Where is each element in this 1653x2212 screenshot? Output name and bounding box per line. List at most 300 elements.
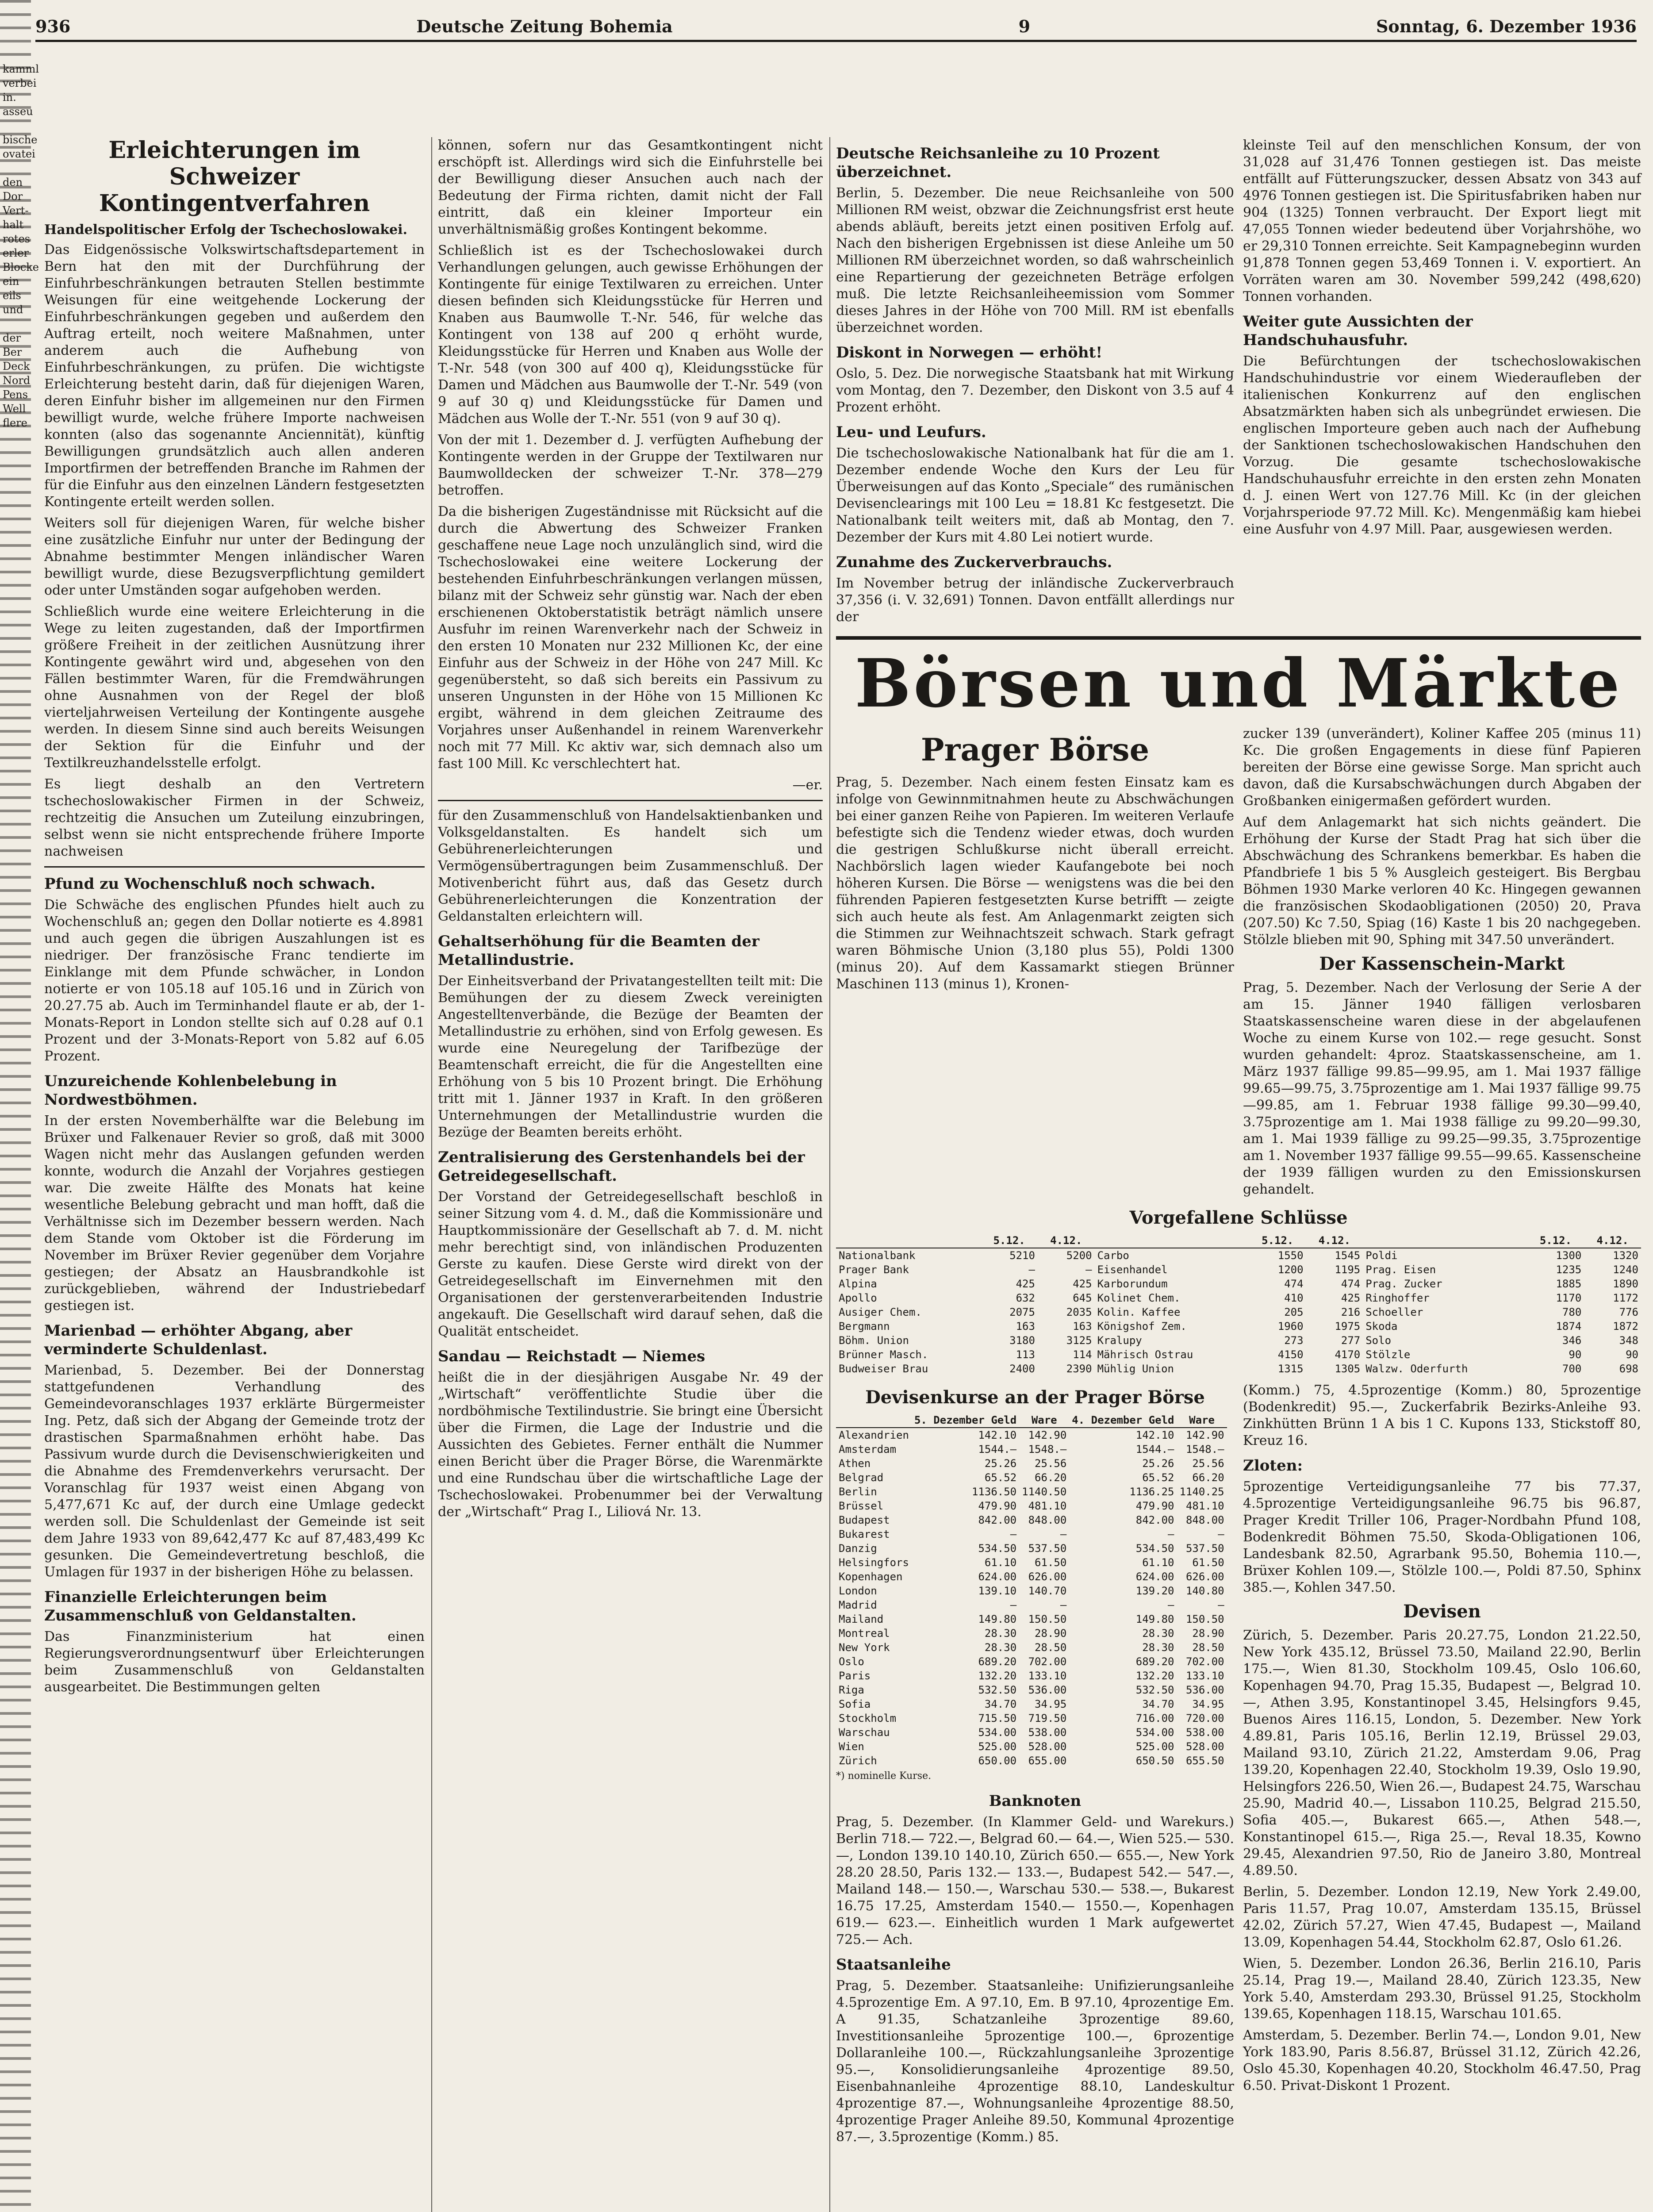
table-cell: 532.50 bbox=[1135, 1684, 1174, 1696]
table-cell: 425 bbox=[1073, 1278, 1092, 1290]
news-text: Der Einheitsverband der Privatangestellten teilt mit: Die Bemühungen der zu diesem Zweck vereinigten Angestelltenverbände, die Bezüge der Beamten der Metallindustrie zu erhöhen, sind von Erfolg gewesen. Es wurde eine Neuregelung der Tarifbezüge der Beamtenschaft erreicht, die für die Angestellten eine Erhöhung von 5 bis 10 Prozent bringt. Die Erhöhung tritt mit 1. Jänner 1937 in Kraft. In den größeren Unternehmungen der Metallindustrie wurden die Bezüge der Beamten bereits erhöht. bbox=[438, 973, 823, 1140]
table-cell: 425 bbox=[1341, 1292, 1361, 1304]
table-cell: 113 bbox=[1016, 1348, 1035, 1361]
table-cell: 133.10 bbox=[1028, 1670, 1067, 1682]
table-cell: Karborundum bbox=[1097, 1278, 1168, 1290]
table-cell: 3125 bbox=[1066, 1334, 1092, 1347]
table-header: 5.12. bbox=[1249, 1233, 1306, 1248]
table-cell: 624.00 bbox=[978, 1571, 1017, 1583]
kassenschein-text: Prag, 5. Dezember. Nach der Verlosung der Serie A der am 15. Jänner 1940 fälligen verlosbaren Staatskassenscheine waren diese in der abgelaufenen Woche zu einem Kurse von 102.— rege gesucht. Sonst wurden gehandelt: 4proz. Staatskassenscheine, am 1. März 1937 fällige 99.85—99.95, am 1. Mai 1937 fällige 99.65—99.75, 3.75prozentige am 1. Mai 1937 fällige 99.75—99.85, am 1. Februar 1938 fällige 99.30—99.40, 3.75prozentige am 1. Mai 1938 fällige zu 99.20—99.30, am 1. Mai 1939 fällige zu 99.25—99.35, 3.75prozentige am 1. November 1937 fällige 99.55—99.65. Kassenscheine der 1939 fälligen wurden zu den Emissionskursen gehandelt. bbox=[1243, 980, 1641, 1197]
table-row bbox=[836, 1584, 1227, 1598]
table-row bbox=[836, 1333, 1641, 1348]
table-cell: 626.00 bbox=[1028, 1571, 1067, 1583]
table-cell: 34.70 bbox=[1142, 1698, 1174, 1710]
table-cell: 624.00 bbox=[1135, 1571, 1174, 1583]
table-row bbox=[836, 1348, 1641, 1362]
table-cell: Kralupy bbox=[1097, 1334, 1142, 1347]
table-cell: — bbox=[1085, 1263, 1092, 1276]
table-cell: 534.00 bbox=[1135, 1726, 1174, 1739]
table-cell: 61.50 bbox=[1035, 1556, 1067, 1569]
table-row bbox=[836, 1291, 1641, 1305]
news-text: Oslo, 5. Dez. Die norwegische Staatsbank hat mit Wirkung vom Montag, den 7. Dezember, den Diskont von 3.5 auf 4 Prozent erhöht. bbox=[836, 366, 1234, 415]
margin-fragment: in. bbox=[3, 91, 16, 104]
table-cell: 142.10 bbox=[1135, 1429, 1174, 1441]
devisen-right bbox=[1243, 1382, 1641, 2150]
news-text: Die tschechoslowakische Nationalbank hat für die am 1. Dezember endende Woche den Kurs der Leu für Überweisungen auf das Konto „Speciale“ des rumänischen Devisenclearings mit 100 Leu = 18.81 Kc festgesetzt. Die Nationalbank teilt weiters mit, daß ab Montag, den 7. Dezember der Kurs mit 4.80 Lei notiert wurde. bbox=[836, 445, 1234, 545]
banknoten-text: Prag, 5. Dezember. (In Klammer Geld- und Warekurs.) Berlin 718.— 722.—, Belgrad 60.— 64.—, Wien 525.— 530.—, London 139.10 140.10, Zürich 650.— 655.—, New York 28.20 28.50, Paris 132.— 133.—, Budapest 542.— 547.—, Mailand 148.— 150.—, Warschau 530.— 538.—, Bukarest 16.75 17.25, Amsterdam 1540.— 1550.—, Kopenhagen 619.— 623.—. Einheitlich wurden 1 Mark aufgewertet 725.— Ach. bbox=[836, 1814, 1234, 1947]
table-cell: Prager Bank bbox=[839, 1263, 909, 1276]
table-cell: 1885 bbox=[1556, 1278, 1582, 1290]
table-cell: Poldi bbox=[1365, 1249, 1398, 1262]
issue-date: Sonntag, 6. Dezember 1936 bbox=[1376, 16, 1637, 36]
table-cell: 650.50 bbox=[1135, 1755, 1174, 1767]
table-cell: 1315 bbox=[1277, 1363, 1304, 1375]
table-row bbox=[836, 1655, 1227, 1669]
table-cell: 716.00 bbox=[1135, 1712, 1174, 1724]
table-cell: Walzw. Oderfurth bbox=[1365, 1363, 1468, 1375]
table-cell: Königshof Zem. bbox=[1097, 1320, 1187, 1333]
table-cell: Bergmann bbox=[839, 1320, 890, 1333]
margin-fragment: eils bbox=[3, 289, 21, 302]
news-title: Weiter gute Aussichten der Handschuhausfuhr. bbox=[1243, 313, 1473, 349]
table-cell: Skoda bbox=[1365, 1320, 1398, 1333]
table-cell: 114 bbox=[1073, 1348, 1092, 1361]
table-cell: 481.10 bbox=[1185, 1500, 1224, 1512]
table-cell: 5200 bbox=[1066, 1249, 1092, 1262]
table-cell: Mährisch Ostrau bbox=[1097, 1348, 1193, 1361]
table-cell: — bbox=[1218, 1528, 1224, 1540]
news-text: In der ersten Novemberhälfte war die Belebung im Brüxer und Falkenauer Revier so groß, daß mit 3000 Wagen nicht mehr das Auslangen gefunden werden konnte, wodurch die Anzahl der Vorjahres gestiegen war. Die zweite Hälfte des Monats hat keine wesentliche Belebung gebracht und man hofft, daß die Verhältnisse sich im Dezember bessern werden. Nach dem Stande vom Oktober ist die Förderung im November im Brüxer Revier gegenüber dem Vorjahre gestiegen; der Absatz an Hausbrandkohle ist zurückgeblieben, während der Industriebedarf gestiegen ist. bbox=[44, 1113, 425, 1313]
table-cell: 537.50 bbox=[1185, 1542, 1224, 1555]
margin-fragment: ovatei bbox=[3, 148, 35, 160]
table-cell: — bbox=[1060, 1528, 1067, 1540]
table-header-row bbox=[836, 1233, 1641, 1248]
news-text: Die Befürchtungen der tschechoslowakischen Handschuhindustrie vor einem Wiederaufleben der italienischen Konkurrenz auf den englischen Absatzmärkten haben sich als unbegründet erwiesen. Die englischen Importeure geben auch nach der Aufhebung der Sanktionen tschechoslowakischen Handschuhen den Vorzug. Die gesamte tschechoslowakische Handschuhausfuhr erreichte in den ersten zehn Monaten d. J. einen Wert von 127.76 Mill. Kc (in der gleichen Vorjahrsperiode 97.72 Mill. Kc). Mengenmäßig kam hiebei eine Ausfuhr von 4.97 Mill. Paar, ausgewiesen werden. bbox=[1243, 353, 1641, 537]
table-cell: 4170 bbox=[1335, 1348, 1361, 1361]
news-title: Gehaltserhöhung für die Beamten der Metallindustrie. bbox=[438, 933, 759, 969]
table-cell: Ringhoffer bbox=[1365, 1292, 1430, 1304]
article-headline: Erleichterungen im Schweizer Kontingentverfahren bbox=[99, 137, 370, 217]
table-cell: Belgrad bbox=[839, 1471, 884, 1484]
table-cell: — bbox=[1168, 1528, 1174, 1540]
table-row bbox=[836, 1555, 1227, 1570]
table-cell: 2075 bbox=[1009, 1306, 1035, 1318]
article-paragraph: können, sofern nur das Gesamtkontingent nicht erschöpft ist. Allerdings wird sich die Einfuhrstelle bei der Bewilligung dieser Ansuchen auch nach der Bedeutung der Firma richten, damit nicht der Fall eintritt, daß ein kleiner Importeur ein unverhältnismäßig großes Kontingent bekomme. bbox=[438, 138, 823, 237]
table-cell: 346 bbox=[1562, 1334, 1582, 1347]
news-title: Leu- und Leufurs. bbox=[836, 423, 986, 441]
margin-fragments bbox=[3, 62, 39, 430]
table-cell: Eisenhandel bbox=[1097, 1263, 1168, 1276]
table-cell: Carbo bbox=[1097, 1249, 1129, 1262]
table-cell: 1200 bbox=[1277, 1263, 1304, 1276]
table-cell: 61.10 bbox=[984, 1556, 1017, 1569]
table-cell: 702.00 bbox=[1185, 1655, 1224, 1668]
table-cell: Kolin. Kaffee bbox=[1097, 1306, 1181, 1318]
margin-fragment: Ber bbox=[3, 346, 22, 358]
table-cell: Brünner Masch. bbox=[839, 1348, 928, 1361]
article-signature: —er. bbox=[792, 777, 823, 793]
table-cell: Mailand bbox=[839, 1613, 884, 1625]
table-cell: 5210 bbox=[1009, 1249, 1035, 1262]
table-cell: 719.50 bbox=[1028, 1712, 1067, 1724]
table-row bbox=[836, 1471, 1227, 1485]
table-row bbox=[836, 1598, 1227, 1612]
table-cell: 780 bbox=[1562, 1306, 1582, 1318]
table-cell: 28.30 bbox=[984, 1641, 1017, 1654]
table-cell: 34.70 bbox=[984, 1698, 1017, 1710]
table-row bbox=[836, 1277, 1641, 1291]
table-cell: 528.00 bbox=[1028, 1740, 1067, 1753]
schluesse-table bbox=[836, 1233, 1641, 1376]
news-text: Im November betrug der inländische Zuckerverbrauch 37,356 (i. V. 32,691) Tonnen. Davon entfällt allerdings nur der bbox=[836, 576, 1234, 625]
table-cell: Helsingfors bbox=[839, 1556, 909, 1569]
news-title: Unzureichende Kohlenbelebung in Nordwestböhmen. bbox=[44, 1072, 337, 1109]
margin-fragment bbox=[3, 119, 29, 133]
table-row bbox=[836, 1570, 1227, 1584]
table-cell: 25.26 bbox=[984, 1457, 1017, 1470]
table-header: 4.12. bbox=[1584, 1233, 1641, 1248]
table-header: 4.12. bbox=[1306, 1233, 1363, 1248]
news-title: Diskont in Norwegen — erhöht! bbox=[836, 344, 1103, 361]
table-cell: Apollo bbox=[839, 1292, 877, 1304]
table-cell: 425 bbox=[1016, 1278, 1035, 1290]
table-cell: — bbox=[1218, 1599, 1224, 1611]
margin-fragment: und bbox=[3, 303, 23, 316]
margin-fragment: rotes bbox=[3, 233, 31, 245]
table-cell: 205 bbox=[1284, 1306, 1304, 1318]
table-cell: Prag. Eisen bbox=[1365, 1263, 1436, 1276]
table-cell: 532.50 bbox=[978, 1684, 1017, 1696]
paper-name: Deutsche Zeitung Bohemia bbox=[416, 16, 673, 36]
table-cell: 700 bbox=[1562, 1363, 1582, 1375]
table-cell: 132.20 bbox=[1135, 1670, 1174, 1682]
table-cell: Bukarest bbox=[839, 1528, 890, 1540]
news-text: Berlin, 5. Dezember. London 12.19, New York 2.49.00, Paris 11.57, Prag 10.07, Amsterdam 135.15, Brüssel 42.02, Zürich 57.27, Wien 47.45, Budapest —, Mailand 13.09, Kopenhagen 54.44, Stockholm 62.87, Oslo 61.26. bbox=[1243, 1884, 1641, 1950]
margin-fragment: flere bbox=[3, 417, 27, 429]
boerse-text: Auf dem Anlagemarkt hat sich nichts geändert. Die Erhöhung der Kurse der Stadt Prag hat sich über die Abschwächung des Schrankens bemerkbar. Es haben die Pfandbriefe 1 bis 5 % Ausgleich gesteigert. Bis Bergbau Böhmen 1930 Marke verloren 40 Kc. Hingegen gewannen die französischen Skodaobligationen (2050) 20, Prava (207.50) Kc 7.50, Spiag (16) Kaste 1 bis 20 nachgegeben. Stölzle blieben mit 90, Sphing mit 347.50 unverändert. bbox=[1243, 814, 1641, 948]
margin-fragment bbox=[3, 161, 29, 175]
column-4-top bbox=[1243, 137, 1641, 630]
table-cell: 1890 bbox=[1613, 1278, 1638, 1290]
devisen-title: Devisenkurse an der Prager Börse bbox=[865, 1387, 1205, 1408]
boerse-title: Prager Börse bbox=[920, 731, 1150, 768]
table-cell: 34.95 bbox=[1035, 1698, 1067, 1710]
column-rule bbox=[431, 137, 432, 2212]
table-cell: 702.00 bbox=[1028, 1655, 1067, 1668]
section-divider bbox=[836, 636, 1641, 640]
table-header: 5. Dezember Geld bbox=[912, 1413, 1019, 1428]
margin-fragment: Pens bbox=[3, 388, 28, 401]
margin-fragment: Blocke bbox=[3, 261, 39, 273]
prager-boerse-left bbox=[836, 726, 1234, 1202]
table-cell: 150.50 bbox=[1185, 1613, 1224, 1625]
table-header bbox=[1363, 1233, 1527, 1248]
table-cell: 273 bbox=[1284, 1334, 1304, 1347]
margin-fragment: Nord bbox=[3, 374, 31, 387]
table-cell: 720.00 bbox=[1185, 1712, 1224, 1724]
table-row bbox=[836, 1513, 1227, 1527]
table-cell: 474 bbox=[1341, 1278, 1361, 1290]
table-cell: 410 bbox=[1284, 1292, 1304, 1304]
table-cell: 149.80 bbox=[1135, 1613, 1174, 1625]
margin-fragment: erler bbox=[3, 247, 29, 259]
table-cell: 133.10 bbox=[1185, 1670, 1224, 1682]
table-cell: 1172 bbox=[1613, 1292, 1638, 1304]
table-cell: 848.00 bbox=[1185, 1514, 1224, 1526]
banknoten-title: Banknoten bbox=[989, 1792, 1082, 1810]
column-rule bbox=[829, 137, 830, 2212]
table-cell: Madrid bbox=[839, 1599, 877, 1611]
table-cell: 139.10 bbox=[978, 1585, 1017, 1597]
news-title: Zloten: bbox=[1243, 1457, 1303, 1475]
table-cell: 655.00 bbox=[1028, 1755, 1067, 1767]
news-title: Pfund zu Wochenschluß noch schwach. bbox=[44, 875, 376, 893]
table-cell: 28.50 bbox=[1035, 1641, 1067, 1654]
table-cell: 474 bbox=[1284, 1278, 1304, 1290]
table-cell: 2035 bbox=[1066, 1306, 1092, 1318]
devisen-section-title: Devisen bbox=[1403, 1601, 1481, 1622]
margin-fragment: ein bbox=[3, 275, 19, 288]
news-text: Wien, 5. Dezember. London 26.36, Berlin 216.10, Paris 25.14, Prag 19.—, Mailand 28.40, Zürich 123.35, New York 5.40, Amsterdam 293.30, Brüssel 91.25, Stockholm 139.65, Kopenhagen 118.15, Warschau 101.65. bbox=[1243, 1956, 1641, 2022]
table-cell: 1235 bbox=[1556, 1263, 1582, 1276]
table-cell: 90 bbox=[1626, 1348, 1638, 1361]
news-text: Das Finanzministerium hat einen Regierungsverordnungsentwurf über Erleichterungen beim Zusammenschluß von Geldanstalten ausgearbeitet. Die Bestimmungen gelten bbox=[44, 1629, 425, 1695]
table-cell: 626.00 bbox=[1185, 1571, 1224, 1583]
table-cell: Wien bbox=[839, 1740, 864, 1753]
devisen-table bbox=[836, 1413, 1227, 1768]
margin-fragment: asseu bbox=[3, 105, 33, 118]
table-cell: Stockholm bbox=[839, 1712, 897, 1724]
table-cell: Nationalbank bbox=[839, 1249, 916, 1262]
page-number: 9 bbox=[1018, 16, 1031, 36]
table-cell: 277 bbox=[1341, 1334, 1361, 1347]
table-cell: 1170 bbox=[1556, 1292, 1582, 1304]
article-paragraph: Weiters soll für diejenigen Waren, für welche bisher eine zusätzliche Einfuhr nur unter der Bedingung der Abnahme bestimmter Mengen inländischer Waren bewilligt wurde, diese Bezugsverpflichtung gemildert oder unter Umständen sogar aufgehoben werden. bbox=[44, 515, 425, 598]
table-cell: Alpina bbox=[839, 1278, 877, 1290]
table-cell: Amsterdam bbox=[839, 1443, 897, 1455]
table-row bbox=[836, 1428, 1227, 1442]
column-2 bbox=[438, 137, 823, 2212]
news-text: 5prozentige Verteidigungsanleihe 77 bis 77.37, 4.5prozentige Verteidigungsanleihe 96.75 bis 96.87, Prager Kredit Triller 106, Prager-Nordbahn Pfund 108, Bodenkredit Böhmen 75.50, Skoda-Obligationen 106, Landesbank 82.50, Agrarbank 95.50, Bohemia 110.—, Brüxer Kohlen 109.—, Stölzle 100.—, Poldi 87.50, Sphinx 385.—, Kohlen 347.50. bbox=[1243, 1479, 1641, 1595]
table-cell: Warschau bbox=[839, 1726, 890, 1739]
table-cell: 481.10 bbox=[1028, 1500, 1067, 1512]
column-1 bbox=[44, 137, 425, 2212]
table-cell: — bbox=[1010, 1599, 1017, 1611]
table-cell: 536.00 bbox=[1028, 1684, 1067, 1696]
margin-fragment: bische bbox=[3, 134, 38, 146]
table-cell: 1548.— bbox=[1028, 1443, 1067, 1455]
margin-fragment: den bbox=[3, 176, 23, 188]
table-header bbox=[1095, 1233, 1249, 1248]
table-cell: 4150 bbox=[1277, 1348, 1304, 1361]
margin-fragment: verbei bbox=[3, 77, 37, 89]
kassenschein-title: Der Kassenschein-Markt bbox=[1319, 953, 1565, 974]
table-cell: 536.00 bbox=[1185, 1684, 1224, 1696]
table-cell: 139.20 bbox=[1135, 1585, 1174, 1597]
table-cell: 645 bbox=[1073, 1292, 1092, 1304]
table-cell: 2400 bbox=[1009, 1363, 1035, 1375]
margin-fragment: der bbox=[3, 332, 21, 344]
table-cell: 1140.25 bbox=[1179, 1486, 1224, 1498]
table-cell: Prag. Zucker bbox=[1365, 1278, 1442, 1290]
table-cell: 61.50 bbox=[1192, 1556, 1224, 1569]
table-cell: Mühlig Union bbox=[1097, 1363, 1174, 1375]
table-cell: 538.00 bbox=[1185, 1726, 1224, 1739]
table-cell: Danzig bbox=[839, 1542, 877, 1555]
table-cell: 1140.50 bbox=[1022, 1486, 1067, 1498]
table-cell: 655.50 bbox=[1185, 1755, 1224, 1767]
table-cell: Schoeller bbox=[1365, 1306, 1423, 1318]
table-cell: Alexandrien bbox=[839, 1429, 909, 1441]
table-cell: 525.00 bbox=[978, 1740, 1017, 1753]
table-cell: 163 bbox=[1073, 1320, 1092, 1333]
table-header: 5.12. bbox=[981, 1233, 1038, 1248]
boerse-text: zucker 139 (unverändert), Koliner Kaffee 205 (minus 11) Kc. Die großen Engagements in diese fünf Papieren bereiten der Börse eine gewisse Sorge. Man spricht auch davon, daß die Kursabschwächungen durch Abgaben der Großbanken einigermaßen gefördert wurden. bbox=[1243, 726, 1641, 809]
table-cell: 1874 bbox=[1556, 1320, 1582, 1333]
table-cell: 216 bbox=[1341, 1306, 1361, 1318]
prager-boerse-right bbox=[1243, 726, 1641, 1202]
table-cell: 132.20 bbox=[978, 1670, 1017, 1682]
table-cell: 689.20 bbox=[1135, 1655, 1174, 1668]
table-cell: 65.52 bbox=[1142, 1471, 1174, 1484]
table-cell: Riga bbox=[839, 1684, 864, 1696]
table-cell: 28.90 bbox=[1192, 1627, 1224, 1640]
schluesse-title: Vorgefallene Schlüsse bbox=[1129, 1207, 1348, 1228]
margin-fragment: Vert- bbox=[3, 204, 29, 217]
table-cell: Paris bbox=[839, 1670, 871, 1682]
table-cell: — bbox=[1010, 1528, 1017, 1540]
table-cell: London bbox=[839, 1585, 877, 1597]
margin-fragment bbox=[3, 317, 29, 331]
table-row bbox=[836, 1456, 1227, 1471]
table-cell: 534.00 bbox=[978, 1726, 1017, 1739]
table-cell: Böhm. Union bbox=[839, 1334, 909, 1347]
table-cell: 534.50 bbox=[978, 1542, 1017, 1555]
table-cell: 1240 bbox=[1613, 1263, 1638, 1276]
article-paragraph: Da die bisherigen Zugeständnisse mit Rücksicht auf die durch die Abwertung des Schweizer Franken geschaffene neue Lage noch unzulänglich sind, wird die Tschechoslowakei eine weitere Lockerung der bestehenden Einfuhrbeschränkungen verlangen müssen, bilanz mit der Schweiz sehr günstig war. Nach der eben erschienenen Oktoberstatistik beträgt nämlich unsere Ausfuhr im reinen Warenverkehr nach der Schweiz in den ersten 10 Monaten nur 232 Millionen Kc, der eine Einfuhr aus der Schweiz in der Höhe von 247 Mill. Kc gegenübersteht, so daß sich bereits ein Passivum zu unseren Ungunsten in der Höhe von 15 Millionen Kc ergibt, während in dem gleichen Zeitraume des Vorjahres unser Außenhandel in reinem Warenverkehr noch mit 77 Mill. Kc aktiv war, sich demnach also um fast 100 Mill. Kc verschlechtert hat. bbox=[438, 504, 823, 772]
table-row bbox=[836, 1263, 1641, 1277]
table-cell: Athen bbox=[839, 1457, 871, 1470]
table-cell: — bbox=[1168, 1599, 1174, 1611]
table-cell: 1136.25 bbox=[1129, 1486, 1174, 1498]
table-cell: 479.90 bbox=[978, 1500, 1017, 1512]
table-row bbox=[836, 1485, 1227, 1499]
divider bbox=[438, 800, 823, 801]
table-row bbox=[836, 1527, 1227, 1541]
news-title: Marienbad — erhöhter Abgang, aber verminderte Schuldenlast. bbox=[44, 1322, 353, 1358]
table-cell: 689.20 bbox=[978, 1655, 1017, 1668]
table-cell: 163 bbox=[1016, 1320, 1035, 1333]
table-row bbox=[836, 1248, 1641, 1263]
column-3-top bbox=[836, 137, 1234, 630]
table-cell: 1300 bbox=[1556, 1249, 1582, 1262]
table-cell: 842.00 bbox=[1135, 1514, 1174, 1526]
margin-fragment: Dor bbox=[3, 190, 23, 203]
table-cell: 25.26 bbox=[1142, 1457, 1174, 1470]
table-cell: 534.50 bbox=[1135, 1542, 1174, 1555]
table-cell: 848.00 bbox=[1028, 1514, 1067, 1526]
article-paragraph: Von der mit 1. Dezember d. J. verfügten Aufhebung der Kontingente werden in der Gruppe der Textilwaren nur Baumwolldecken der schweizer T.-Nr. 378—279 betroffen. bbox=[438, 432, 823, 498]
table-cell: New York bbox=[839, 1641, 890, 1654]
table-cell: 842.00 bbox=[978, 1514, 1017, 1526]
table-cell: 1195 bbox=[1335, 1263, 1361, 1276]
table-row bbox=[836, 1740, 1227, 1754]
table-cell: Sofia bbox=[839, 1698, 871, 1710]
table-cell: 66.20 bbox=[1035, 1471, 1067, 1484]
table-cell: 776 bbox=[1619, 1306, 1638, 1318]
news-text: Berlin, 5. Dezember. Die neue Reichsanleihe von 500 Millionen RM weist, obzwar die Zeichnungsfrist erst heute abends abläuft, bereits jetzt einen positiven Erfolg auf. Nach den bisherigen Ergebnissen ist diese Anleihe um 50 Millionen RM überzeichnet worden, so daß wahrscheinlich eine Repartierung der gezeichneten Beträge erfolgen muß. Die letzte Reichsanleiheemission vom Sommer dieses Jahres in der Höhe von 700 Mill. RM ist ebenfalls überzeichnet worden. bbox=[836, 185, 1234, 335]
table-cell: 1305 bbox=[1335, 1363, 1361, 1375]
margin-fragment: Well bbox=[3, 403, 26, 415]
table-cell: 3180 bbox=[1009, 1334, 1035, 1347]
margin-fragment: Deck bbox=[3, 360, 30, 373]
news-title: Zunahme des Zuckerverbrauchs. bbox=[836, 553, 1112, 571]
table-cell: 66.20 bbox=[1192, 1471, 1224, 1484]
table-cell: 25.56 bbox=[1192, 1457, 1224, 1470]
news-text: heißt die in der diesjährigen Ausgabe Nr. 49 der „Wirtschaft“ veröffentlichte Studie über die nordböhmische Textilindustrie. Sie bringt eine Übersicht über die Firmen, die Lage der Industrie und die Aussichten des Gebietes. Ferner enthält die Nummer einen Bericht über die Prager Börse, die Warenmärkte und eine Rundschau über die wirtschaftliche Lage der Tschechoslowakei. Probenummer bei der Verwaltung der „Wirtschaft“ Prag I., Liliová Nr. 13. bbox=[438, 1370, 823, 1520]
news-text: Marienbad, 5. Dezember. Bei der Donnerstag stattgefundenen Verhandlung des Gemeindevoranschlages 1937 erklärte Bürgermeister Ing. Petz, daß sich der Abgang der Gemeinde trotz der drastischen Sparmaßnahmen erhöht habe. Das Passivum wurde durch die Devisenschwierigkeiten und die Abnahme des Fremdenverkehrs verursacht. Der Voranschlag für 1937 weist einen Abgang von 5,477,671 Kc auf, der durch eine Umlage gedeckt werden soll. Die Schuldenlast der Gemeinde ist seit dem Jahre 1933 von 89,642,477 Kc auf 87,483,499 Kc gesunken. Die Gemeindevertretung beschloß, die Umlagen für 1937 in der bisherigen Höhe zu belassen. bbox=[44, 1363, 425, 1580]
page-header bbox=[35, 13, 1637, 42]
table-header: Ware bbox=[1177, 1413, 1227, 1428]
article-paragraph: Schließlich ist es der Tschechoslowakei durch Verhandlungen gelungen, auch gewisse Erhöhungen der Kontingente für einige Textilwaren zu erreichen. Unter diesen befinden sich Kleidungsstücke für Herren und Knaben aus Baumwolle T.-Nr. 546, für welche das Kontingent von 138 auf 200 q erhöht wurde, Kleidungsstücke für Herren und Knaben aus Wolle der T.-Nr. 548 (von 300 auf 400 q), Kleidungsstücke für Damen und Mädchen aus Baumwolle der T.-Nr. 549 (von 9 auf 30 q) und Kleidungsstücke für Damen und Mädchen aus Wolle der T.-Nr. 551 (von 9 auf 30 q). bbox=[438, 243, 823, 426]
news-title: Finanzielle Erleichterungen beim Zusammenschluß von Geldanstalten. bbox=[44, 1588, 357, 1624]
article-paragraph: Schließlich wurde eine weitere Erleichterung in die Wege zu leiten zugestanden, daß der Importfirmen größere Freiheit in der zeitlichen Ausnützung ihrer Kontingente gewährt wird und, abgesehen von den Fällen bestimmter Waren, für die Fremdwährungen ohne Ausnahmen von der Regel der bloß vierteljahrweisen Verteilung der Kontingente ausgehe werden. In diesem Sinne sind auch bereits Weisungen der Sektion für die Einfuhr und der Textilkreuzhandelsstelle erfolgt. bbox=[44, 604, 425, 771]
table-cell: 1544.— bbox=[1135, 1443, 1174, 1455]
table-cell: Kolinet Chem. bbox=[1097, 1292, 1181, 1304]
table-cell: 61.10 bbox=[1142, 1556, 1174, 1569]
table-cell: 1320 bbox=[1613, 1249, 1638, 1262]
table-cell: 90 bbox=[1569, 1348, 1582, 1361]
table-row bbox=[836, 1669, 1227, 1683]
table-cell: 150.50 bbox=[1028, 1613, 1067, 1625]
news-text: Die Schwäche des englischen Pfundes hielt auch zu Wochenschluß an; gegen den Dollar notierte es 4.8981 und auch gegen die übrigen Auszahlungen ist es niedriger. Der französische Franc tendierte im Einklange mit dem Pfunde schwächer, in London notierte er von 105.18 auf 105.16 und in Zürich von 20.27.75 ab. Auch im Terminhandel flaute er ab, der 1-Monats-Report in London stellte sich auf 0.28 auf 0.1 Prozent und der 3-Monats-Report von 5.82 auf 6.05 Prozent. bbox=[44, 897, 425, 1064]
table-cell: 142.90 bbox=[1028, 1429, 1067, 1441]
staatsanleihe-text: Prag, 5. Dezember. Staatsanleihe: Unifizierungsanleihe 4.5prozentige Em. A 97.10, Em. B 97.10, 4prozentige Em. A 91.35, Schatzanleihe 3prozentige 89.60, Investitionsanleihe 5prozentige 100.—, 6prozentige Dollaranleihe 100.—, Rückzahlungsanleihe 3prozentige 95.—, Konsolidierungsanleihe 4prozentige 89.50, Eisenbahnanleihe 4prozentige 88.10, Landeskultur 4prozentige 87.—, Wohnungsanleihe 4prozentige 88.50, 4prozentige Prager Anleihe 89.50, Kommunal 4prozentige 87.—, 3.5prozentige (Komm.) 85. bbox=[836, 1978, 1234, 2145]
divider bbox=[44, 866, 425, 868]
table-row bbox=[836, 1541, 1227, 1555]
table-row bbox=[836, 1683, 1227, 1697]
table-row bbox=[836, 1442, 1227, 1456]
news-text: Amsterdam, 5. Dezember. Berlin 74.—, London 9.01, New York 183.90, Paris 8.56.87, Brüssel 31.12, Zürich 42.26, Oslo 45.30, Kopenhagen 40.20, Stockholm 46.47.50, Prag 6.50. Privat-Diskont 1 Prozent. bbox=[1243, 2028, 1641, 2093]
table-cell: Budapest bbox=[839, 1514, 890, 1526]
table-cell: 149.80 bbox=[978, 1613, 1017, 1625]
news-text: für den Zusammenschluß von Handelsaktienbanken und Volksgeldanstalten. Es handelt sich um Gebührenerleichterungen und Vermögensübertragungen beim Zusammenschluß. Der Motivenbericht führt aus, daß das Gesetz durch Gebührenerleichterungen die Konzentration der Geldanstalten erleichtern will. bbox=[438, 808, 823, 924]
table-row bbox=[836, 1319, 1641, 1333]
table-row bbox=[836, 1305, 1641, 1319]
table-cell: 28.90 bbox=[1035, 1627, 1067, 1640]
table-cell: 1544.— bbox=[978, 1443, 1017, 1455]
table-cell: 28.50 bbox=[1192, 1641, 1224, 1654]
table-cell: — bbox=[1028, 1263, 1035, 1276]
table-cell: Berlin bbox=[839, 1486, 877, 1498]
table-cell: 34.95 bbox=[1192, 1698, 1224, 1710]
table-cell: 1872 bbox=[1613, 1320, 1638, 1333]
table-header bbox=[836, 1233, 981, 1248]
table-cell: 698 bbox=[1619, 1363, 1638, 1375]
table-cell: 1548.— bbox=[1185, 1443, 1224, 1455]
table-cell: Ausiger Chem. bbox=[839, 1306, 922, 1318]
table-cell: 142.90 bbox=[1185, 1429, 1224, 1441]
table-row bbox=[836, 1725, 1227, 1740]
table-cell: Solo bbox=[1365, 1334, 1392, 1347]
table-cell: Budweiser Brau bbox=[839, 1363, 928, 1375]
table-cell: 140.80 bbox=[1185, 1585, 1224, 1597]
table-cell: Oslo bbox=[839, 1655, 864, 1668]
table-cell: 715.50 bbox=[978, 1712, 1017, 1724]
table-cell: 25.56 bbox=[1035, 1457, 1067, 1470]
table-cell: 348 bbox=[1619, 1334, 1638, 1347]
margin-fragment: kamml bbox=[3, 63, 39, 75]
